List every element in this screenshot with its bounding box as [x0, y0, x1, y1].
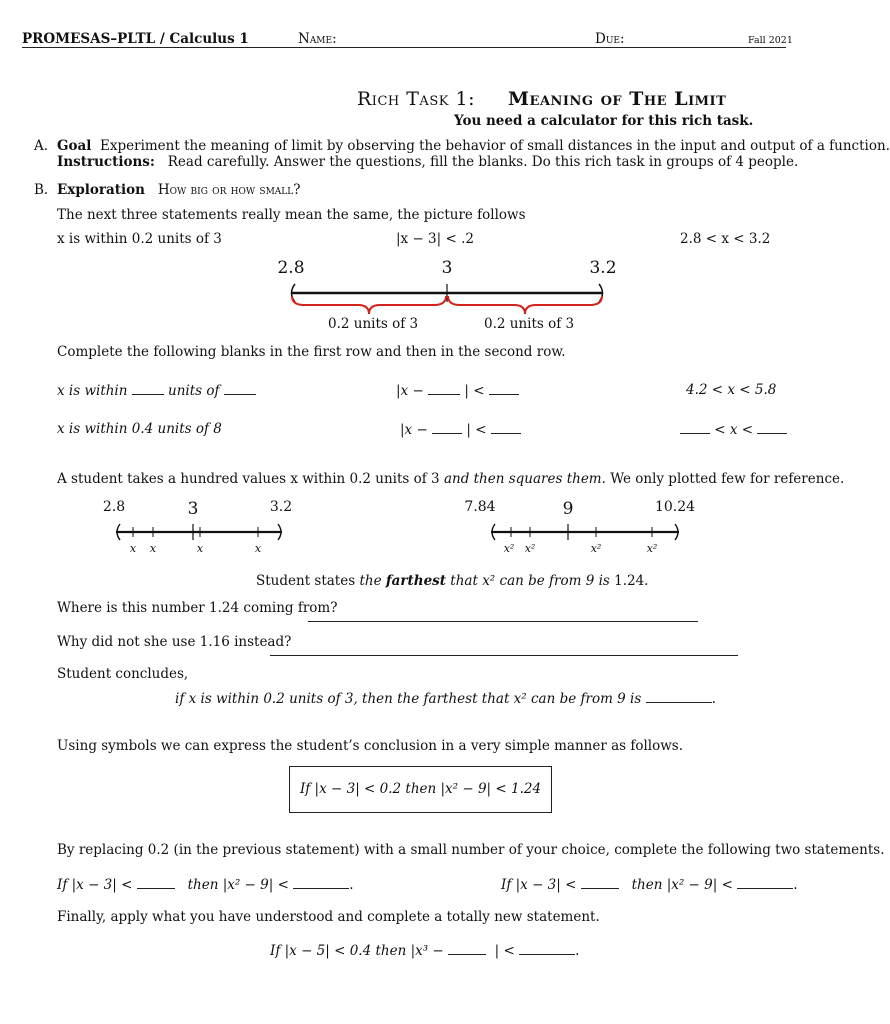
statement-1-blank-delta[interactable] [137, 876, 175, 889]
new-statement-blank-center[interactable] [448, 942, 486, 955]
row2-interval [680, 421, 787, 438]
line3-mark: x² [590, 542, 602, 555]
line3-mark: x² [646, 542, 658, 555]
line2-left-label: 2.8 [102, 499, 126, 515]
row2-interval-mid: < x < [714, 422, 754, 438]
row2-abs [400, 421, 521, 438]
row1-blank-abs-center[interactable] [428, 382, 460, 395]
title-prefix: Rich Task 1: [357, 88, 475, 110]
page-subtitle: You need a calculator for this rich task. [454, 113, 754, 129]
row1-abs [396, 382, 519, 399]
line3-mark: x² [524, 542, 536, 555]
finally-text: Finally, apply what you have understood and complete a totally new statement. [57, 909, 600, 925]
conclusion-text: if x is within 0.2 units of 3, then the farthest that x² can be from 9 is [175, 691, 642, 707]
statement-1-then: then |x² − 9| < [187, 877, 289, 893]
line2-mark: x [149, 542, 157, 555]
new-statement: If |x − 5| < 0.4 then |x³ − | < . [270, 943, 580, 959]
row2-blank-abs-center[interactable] [432, 421, 462, 434]
header-rule [22, 47, 786, 48]
row2-words: x is within 0.4 units of 8 [57, 421, 222, 437]
conclusion-blank[interactable] [646, 690, 712, 703]
symbols-text: Using symbols we can express the student’s conclusion in a very simple manner as follows. [57, 738, 684, 754]
row2-abs-a: |x − [400, 422, 428, 438]
line2-mark: x [254, 542, 262, 555]
goal-label: Goal [57, 138, 92, 154]
student-concludes: Student concludes, [57, 666, 189, 682]
complete-instruction: Complete the following blanks in the first row and then in the second row. [57, 344, 566, 360]
conclusion-box-text: If |x − 3| < 0.2 then |x² − 9| < 1.24 [299, 781, 542, 797]
statement-2: If |x − 3| < then |x² − 9| < . [501, 877, 798, 893]
line3-mark: x² [503, 542, 515, 555]
row2-blank-lower[interactable] [680, 421, 710, 434]
row2-abs-b: | < [466, 422, 487, 438]
line2-mark: x [129, 542, 137, 555]
row1-blank-distance[interactable] [132, 382, 164, 395]
exploration-sub: How big or how small? [157, 182, 301, 198]
term-label: Fall 2021 [748, 35, 793, 46]
new-statement-blank-epsilon[interactable] [519, 942, 575, 955]
statement-1-blank-epsilon[interactable] [293, 876, 349, 889]
intro-text: The next three statements really mean the same, the picture follows [57, 207, 526, 223]
conclusion-line: if x is within 0.2 units of 3, then the farthest that x² can be from 9 is . [175, 691, 716, 707]
line1-right-label: 3.2 [589, 258, 617, 278]
states-d: that x² can be from 9 is [446, 573, 610, 589]
goal-line [57, 138, 890, 154]
line1-axis [291, 284, 603, 302]
course-title: PROMESAS–PLTL / Calculus 1 [22, 31, 249, 47]
statement-1-if: If |x − 3| < [57, 877, 133, 893]
student-intro-b: and then squares them. [443, 471, 606, 487]
replace-text: By replacing 0.2 (in the previous statement) with a small number of your choice, complete the following two statements. [57, 842, 885, 858]
exploration-label: Exploration [57, 182, 145, 198]
brace-right [448, 296, 602, 314]
brace-left [292, 296, 446, 314]
brace-left-label: 0.2 units of 3 [328, 316, 419, 332]
statement-abs: |x − 3| < .2 [396, 231, 474, 247]
line3-left-label: 7.84 [464, 499, 496, 515]
states-b: the [359, 573, 386, 589]
answer-line-2[interactable] [270, 655, 738, 656]
statement-2-blank-delta[interactable] [581, 876, 619, 889]
row1-blank-abs-radius[interactable] [489, 382, 519, 395]
line1-mid-label: 3 [441, 258, 453, 278]
instructions-line [57, 154, 798, 170]
states-a: Student states [256, 573, 360, 589]
number-line-1 [280, 278, 615, 318]
conclusion-box [289, 766, 552, 813]
instructions-label: Instructions: [57, 154, 155, 170]
line1-left-label: 2.8 [277, 258, 305, 278]
new-statement-if: If |x − 5| < 0.4 then |x³ − [270, 943, 444, 959]
instructions-text: Read carefully. Answer the questions, fill the blanks. Do this rich task in groups of 4 people. [167, 154, 799, 170]
question-1: Where is this number 1.24 coming from? [57, 600, 338, 616]
exploration-line [57, 182, 300, 198]
row1-abs-a: |x − [396, 383, 424, 399]
states-e: 1.24. [609, 573, 649, 589]
line2-mark: x [196, 542, 204, 555]
statement-1: If |x − 3| < then |x² − 9| < . [57, 877, 354, 893]
row1-interval: 4.2 < x < 5.8 [686, 382, 777, 398]
statement-interval: 2.8 < x < 3.2 [680, 231, 771, 247]
row1-words-b: units of [168, 383, 220, 399]
line3-mid-label: 9 [562, 499, 574, 519]
goal-text: Experiment the meaning of limit by observing the behavior of small distances in the input and output of a function. [100, 138, 890, 154]
section-b-letter: B. [34, 182, 49, 198]
student-intro-a: A student takes a hundred values x within 0.2 units of 3 [57, 471, 444, 487]
statement-2-if: If |x − 3| < [501, 877, 577, 893]
line2-right-label: 3.2 [269, 499, 293, 515]
student-intro-c: We only plotted few for reference. [605, 471, 845, 487]
statement-words: x is within 0.2 units of 3 [57, 231, 222, 247]
line3-right-label: 10.24 [654, 499, 696, 515]
name-label: Name: [298, 31, 337, 47]
student-states [256, 573, 648, 589]
page-title: Meaning of The Limit [508, 88, 727, 110]
section-a-letter: A. [34, 138, 49, 154]
student-intro [57, 471, 844, 487]
row1-words [57, 382, 256, 399]
row1-abs-b: | < [464, 383, 485, 399]
row2-blank-upper[interactable] [757, 421, 787, 434]
due-label: Due: [595, 31, 625, 47]
statement-2-blank-epsilon[interactable] [737, 876, 793, 889]
row2-blank-abs-radius[interactable] [491, 421, 521, 434]
line2-mid-label: 3 [187, 499, 199, 519]
brace-right-label: 0.2 units of 3 [484, 316, 575, 332]
answer-line-1[interactable] [308, 621, 698, 622]
question-2: Why did not she use 1.16 instead? [57, 634, 292, 650]
new-statement-mid: | < [494, 943, 515, 959]
row1-blank-center[interactable] [224, 382, 256, 395]
states-c: farthest [385, 573, 447, 589]
row1-words-a: x is within [57, 383, 128, 399]
statement-2-then: then |x² − 9| < [631, 877, 733, 893]
